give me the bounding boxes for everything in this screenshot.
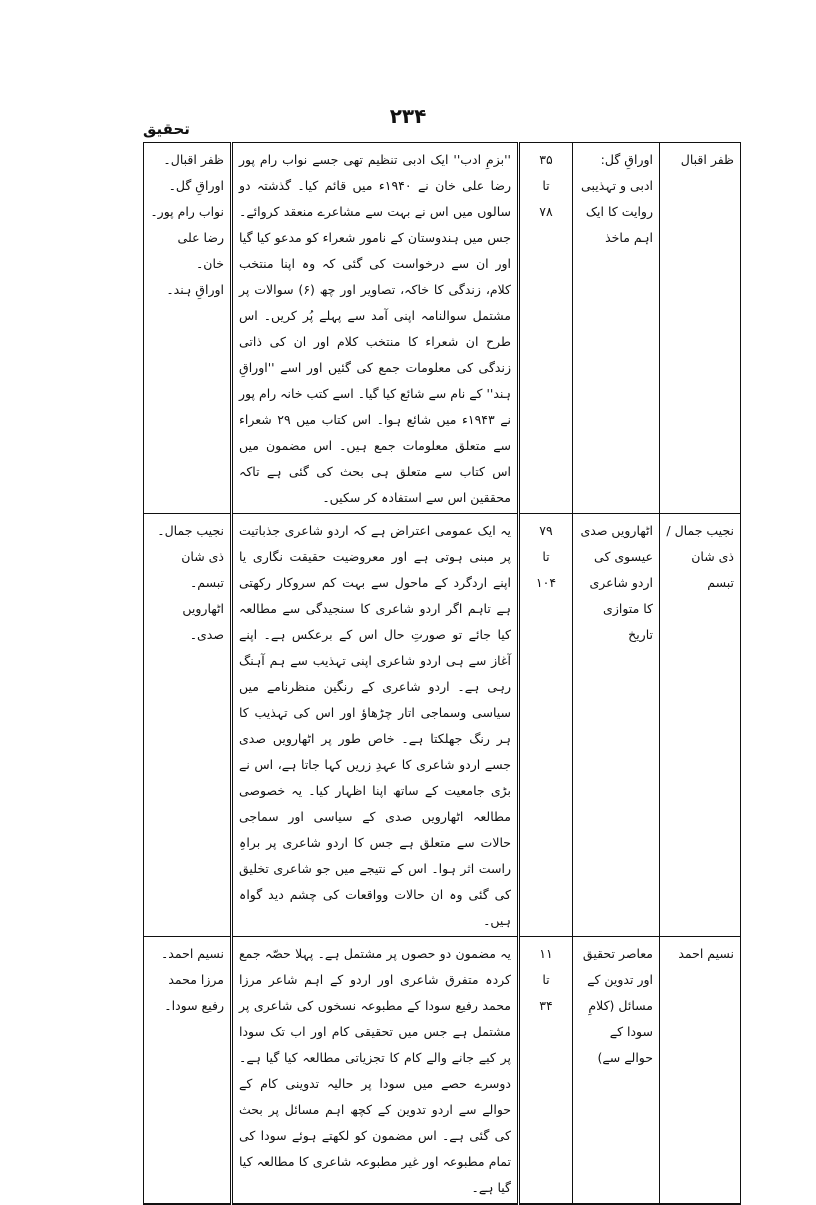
author-cell: نجیب جمال / ذی شان تبسم [660,514,741,937]
page-from: ۷۹ [539,523,553,538]
page-separator: تا [542,972,550,987]
keyword: اوراقِ ہند۔ [166,282,224,297]
page-separator: تا [542,549,550,564]
page-to: ۳۴ [539,998,553,1013]
summary-cell: ''بزمِ ادب'' ایک ادبی تنظیم تھی جسے نواب رام پور رضا علی خان نے ۱۹۴۰ء میں قائم کیا۔ گذشتہ دو سالوں میں اس نے بہت سے مشاعرے منعقد کروائے۔ جس میں ہندوستان کے نامور شعراء کو مدعو کیا گیا اور ان سے درخواست کی گئی کہ وہ اپنا منتخب کلام، زندگی کا خاکہ، تصاویر اور چھ (۶) سوالات پر مشتمل سوالنامہ اپنی آمد سے پہلے پُر کریں۔ اس طرح ان شعراء کا منتخب کلام اور ان کی ذاتی زندگی کی معلومات جمع کی گئیں اور اسے ''اوراقِ ہند'' کے نام سے شائع کیا گیا۔ اسے کتب خانہ رام پور نے ۱۹۴۳ء میں شائع ہوا۔ اس کتاب میں ۲۹ شعراء سے متعلق معلومات جمع ہیں۔ اس مضمون میں اس کتاب سے متعلق ہی بحث کی گئی ہے تاکہ محققین اس سے استفادہ کر سکیں۔ [232,143,519,514]
keywords-cell [144,514,232,937]
pages-cell [519,514,573,937]
keyword: ذی شان تبسم۔ [181,549,224,590]
page-to: ۷۸ [539,204,553,219]
page-separator: تا [542,178,550,193]
table-row [144,143,741,514]
keyword: اوراقِ گل۔ [168,178,224,193]
pages-cell [519,937,573,1205]
table-row [144,937,741,1205]
keyword: مرزا محمد رفیع سودا۔ [164,972,224,1013]
running-head: تحقیق [143,120,190,138]
page-from: ۱۱ [539,946,553,961]
keyword: اٹھارویں صدی۔ [182,601,224,642]
author-cell: نسیم احمد [660,937,741,1205]
page-from: ۳۵ [539,152,553,167]
author-cell: ظفر اقبال [660,143,741,514]
page-number: ۲۳۴ [389,104,427,128]
title-cell: معاصر تحقیق اور تدوین کے مسائل (کلامِ سودا کے حوالے سے) [573,937,660,1205]
table-row [144,514,741,937]
keywords-cell [144,143,232,514]
article-catalog-table [143,142,741,1205]
title-cell: اٹھارویں صدی عیسوی کی اردو شاعری کا متوازی تاریخ [573,514,660,937]
page-to: ۱۰۴ [535,575,557,590]
keyword: ظفر اقبال۔ [163,152,224,167]
keyword: نجیب جمال۔ [157,523,224,538]
summary-cell: یہ ایک عمومی اعتراض ہے کہ اردو شاعری جذباتیت پر مبنی ہوتی ہے اور معروضیت حقیقت نگاری یا اپنے اردگرد کے ماحول سے بہت کم سروکار رکھتی ہے تاہم اگر اردو شاعری کا سنجیدگی سے مطالعہ کیا جائے تو صورتِ حال اس کے برعکس ہے۔ اپنے آغاز سے ہی اردو شاعری اپنی تہذیب سے ہم آہنگ رہی ہے۔ اردو شاعری کے رنگین منظرنامے میں سیاسی وسماجی اتار چڑھاؤ اور اس کی تہذیب کا ہر رنگ جھلکتا ہے۔ خاص طور پر اٹھارویں صدی جسے اردو شاعری کا عہدِ زریں کہا جاتا ہے، اس نے بڑی جامعیت کے ساتھ اپنا اظہار کیا۔ یہ خصوصی مطالعہ اٹھارویں صدی کے سیاسی اور سماجی حالات سے متعلق ہے جس کا اردو شاعری پر براہِ راست اثر ہوا۔ اس کے نتیجے میں جو شاعری تخلیق کی گئی وہ ان حالات وواقعات کی چشم دید گواہ ہیں۔ [232,514,519,937]
pages-cell [519,143,573,514]
keywords-cell [144,937,232,1205]
keyword: نسیم احمد۔ [160,946,224,961]
summary-cell: یہ مضمون دو حصوں پر مشتمل ہے۔ پہلا حصّہ جمع کردہ متفرق شاعری اور اردو کے اہم شاعر مرزا محمد رفیع سودا کے مطبوعہ نسخوں کی شاعری پر مشتمل ہے جس میں تحقیقی کام اور اب تک سودا پر کیے جانے والے کام کا تجزیاتی مطالعہ کیا گیا ہے۔ دوسرے حصے میں سودا پر حالیہ تدوینی کام کے حوالے سے اردو تدوین کے کچھ اہم مسائل پر بحث کی گئی ہے۔ اس مضمون کو لکھتے ہوئے سودا کی تمام مطبوعہ اور غیر مطبوعہ شاعری کا مطالعہ کیا گیا ہے۔ [232,937,519,1205]
title-cell: اوراقِ گل: ادبی و تہذیبی روایت کا ایک اہم ماخذ [573,143,660,514]
keyword: نواب رام پور۔ [150,204,224,219]
keyword: رضا علی خان۔ [177,230,224,271]
